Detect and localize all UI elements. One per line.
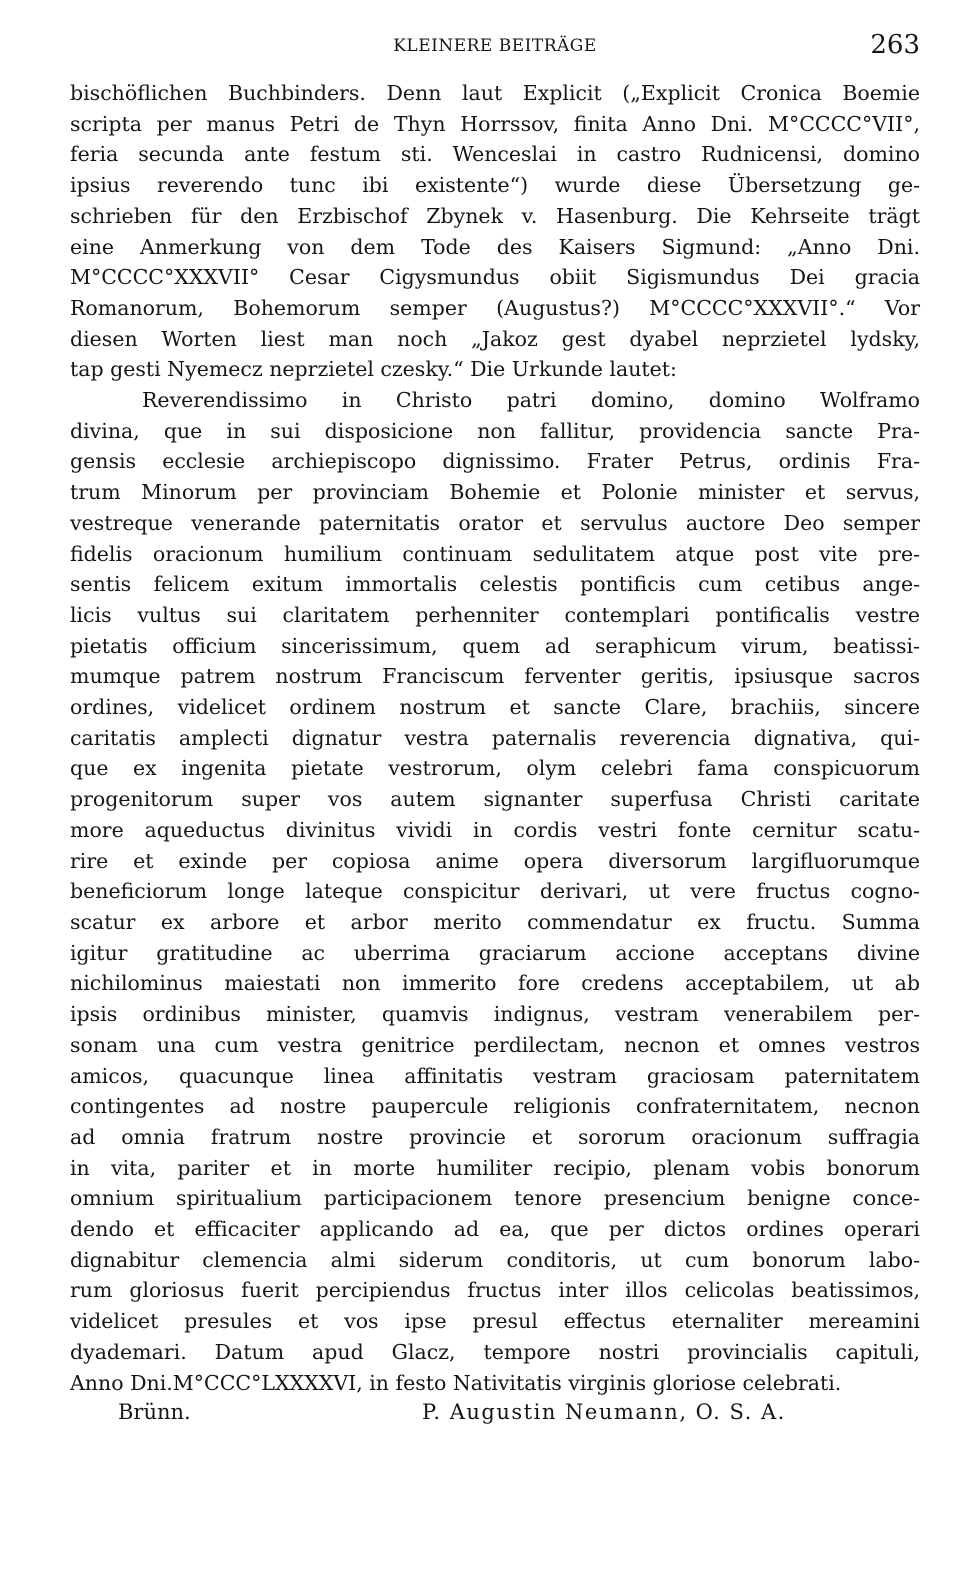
text-line: omnium spiritualium participacionem tenore presencium benigne conce- <box>70 1186 920 1211</box>
text-line: Anno Dni.M°CCC°LXXXXVI, in festo Nativitatis virginis gloriose celebrati. <box>70 1370 842 1395</box>
text-line: M°CCCC°XXXVII° Cesar Cigysmundus obiit Sigismundus Dei gracia <box>70 265 920 290</box>
text-line: feria secunda ante festum sti. Wenceslai in castro Rudnicensi, domino <box>70 142 920 167</box>
text-line: amicos, quacunque linea affinitatis vestram graciosam paternitatem <box>70 1063 920 1088</box>
text-line: que ex ingenita pietate vestrorum, olym celebri fama conspicuorum <box>70 756 920 781</box>
text-line: ipsius reverendo tunc ibi existente“) wurde diese Übersetzung ge- <box>70 173 920 198</box>
text-line: dendo et efficaciter applicando ad ea, que per dictos ordines operari <box>70 1217 920 1242</box>
text-line: eine Anmerkung von dem Tode des Kaisers Sigmund: „Anno Dni. <box>70 234 920 259</box>
running-title: KLEINERE BEITRÄGE <box>393 36 597 56</box>
text-line: diesen Worten liest man noch „Jakoz gest dyabel neprzietel lydsky, <box>70 326 920 351</box>
text-line: progenitorum super vos autem signanter superfusa Christi caritate <box>70 787 920 812</box>
text-line: dignabitur clemencia almi siderum conditoris, ut cum bonorum labo- <box>70 1247 920 1272</box>
text-line: trum Minorum per provinciam Bohemie et Polonie minister et servus, <box>70 480 920 505</box>
text-line: schrieben für den Erzbischof Zbynek v. Hasenburg. Die Kehrseite trägt <box>70 203 920 228</box>
page-header <box>70 30 920 70</box>
text-line: sentis felicem exitum immortalis celestis pontificis cum cetibus ange- <box>70 572 920 597</box>
text-line: caritatis amplecti dignatur vestra paternalis reverencia dignativa, qui- <box>70 725 920 750</box>
signature-block <box>70 1400 920 1434</box>
text-line: vestreque venerande paternitatis orator et servulus auctore Deo semper <box>70 510 920 535</box>
text-line: rire et exinde per copiosa anime opera diversorum largifluorumque <box>70 848 920 873</box>
page-number: 263 <box>870 30 920 60</box>
text-line: fidelis oracionum humilium continuam sedulitatem atque post vite pre- <box>70 541 920 566</box>
text-line: Romanorum, Bohemorum semper (Augustus?) M°CCCC°XXXVII°.“ Vor <box>70 295 920 320</box>
text-line: scripta per manus Petri de Thyn Horrssov, finita Anno Dni. M°CCCC°VII°, <box>70 111 920 136</box>
text-line: videlicet presules et vos ipse presul effectus eternaliter mereamini <box>70 1309 920 1334</box>
text-line: ad omnia fratrum nostre provincie et sororum oracionum suffragia <box>70 1124 920 1149</box>
text-line: divina, que in sui disposicione non fallitur, providencia sancte Pra- <box>70 418 920 443</box>
text-line: licis vultus sui claritatem perhenniter contemplari pontificalis vestre <box>70 602 920 627</box>
text-line: ordines, videlicet ordinem nostrum et sancte Clare, brachiis, sincere <box>70 695 920 720</box>
text-line: dyademari. Datum apud Glacz, tempore nostri provincialis capituli, <box>70 1339 920 1364</box>
signature-author: P. Augustin Neumann, O. S. A. <box>422 1400 786 1425</box>
text-line: Reverendissimo in Christo patri domino, domino Wolframo <box>142 388 920 413</box>
text-line: pietatis officium sincerissimum, quem ad seraphicum virum, beatissi- <box>70 633 920 658</box>
text-line: igitur gratitudine ac uberrima graciarum accione acceptans divine <box>70 940 920 965</box>
text-line: rum gloriosus fuerit percipiendus fructus inter illos celicolas beatissimos, <box>70 1278 920 1303</box>
text-line: beneficiorum longe lateque conspicitur derivari, ut vere fructus cogno- <box>70 879 920 904</box>
signature-place: Brünn. <box>118 1400 191 1425</box>
text-line: in vita, pariter et in morte humiliter recipio, plenam vobis bonorum <box>70 1155 920 1180</box>
text-line: scatur ex arbore et arbor merito commendatur ex fructu. Summa <box>70 909 920 934</box>
text-line: ipsis ordinibus minister, quamvis indignus, vestram venerabilem per- <box>70 1002 920 1027</box>
text-line: sonam una cum vestra genitrice perdilectam, necnon et omnes vestros <box>70 1032 920 1057</box>
text-line: nichilominus maiestati non immerito fore credens acceptabilem, ut ab <box>70 971 920 996</box>
body-text <box>70 78 920 1398</box>
text-line: bischöflichen Buchbinders. Denn laut Explicit („Explicit Cronica Boemie <box>70 81 920 105</box>
text-line: tap gesti Nyemecz neprzietel czesky.“ Die Urkunde lautet: <box>70 357 677 382</box>
text-line: gensis ecclesie archiepiscopo dignissimo. Frater Petrus, ordinis Fra- <box>70 449 920 474</box>
text-line: mumque patrem nostrum Franciscum ferventer geritis, ipsiusque sacros <box>70 664 920 689</box>
text-line: contingentes ad nostre paupercule religionis confraternitatem, necnon <box>70 1094 920 1119</box>
text-line: more aqueductus divinitus vividi in cordis vestri fonte cernitur scatu- <box>70 817 920 842</box>
